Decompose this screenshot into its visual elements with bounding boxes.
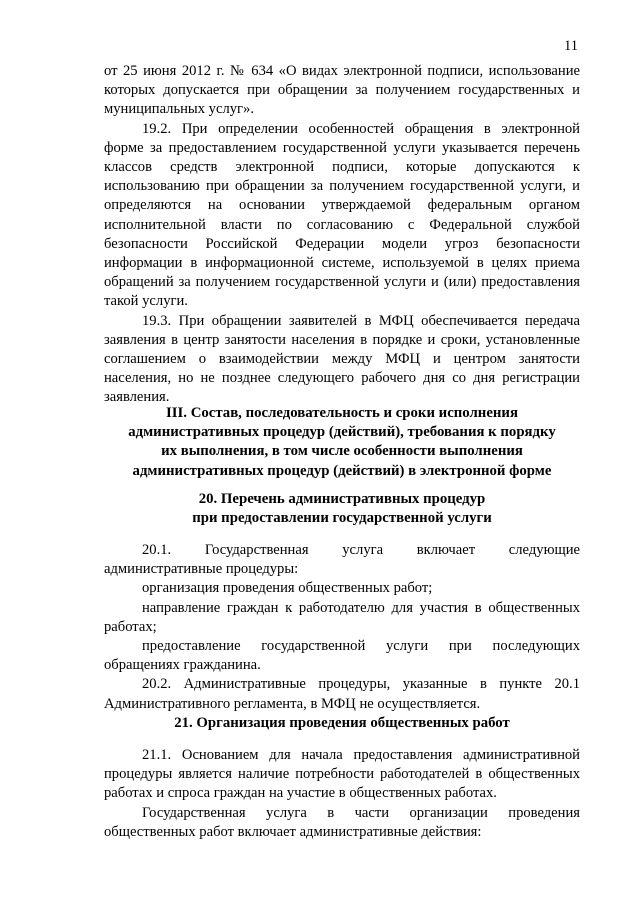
page-number: 11 <box>564 38 578 54</box>
paragraph-21-2: Государственная услуга в части организации проведения общественных работ включает административные действия: <box>104 804 580 840</box>
list-item-1: организация проведения общественных работ; <box>142 580 433 597</box>
section-20-body <box>104 541 580 714</box>
heading-III-line-2: административных процедур (действий), требования к порядку <box>128 424 556 441</box>
heading-III-line-3: их выполнения, в том числе особенности выполнения <box>161 443 523 460</box>
paragraph-19-1-continuation: от 25 июня 2012 г. № 634 «О видах электронной подписи, использование которых допускается при обращении за получением государственных и муниципальных услуг». <box>104 63 580 118</box>
list-item-3: предоставление государственной услуги при последующих обращениях гражданина. <box>104 638 580 674</box>
heading-III-line-1: III. Состав, последовательность и сроки исполнения <box>166 405 518 421</box>
paragraph-19-3: 19.3. При обращении заявителей в МФЦ обеспечивается передача заявления в центр занятости населения в порядке и сроки, установленные соглашением о взаимодействии между МФЦ и центром занятости населения, но не позднее следующего рабочего дня со дня регистрации заявления. <box>104 312 580 406</box>
heading-20-line-2: при предоставлении государственной услуги <box>192 510 492 527</box>
heading-21: 21. Организация проведения общественных работ <box>174 715 510 731</box>
section-heading-20 <box>104 490 580 528</box>
paragraph-20-2: 20.2. Административные процедуры, указанные в пункте 20.1 Административного регламента, в МФЦ не осуществляется. <box>104 676 580 712</box>
heading-20-line-1: 20. Перечень административных процедур <box>198 491 486 507</box>
section-19-continuation <box>104 62 580 408</box>
paragraph-20-1: 20.1. Государственная услуга включает следующие административные процедуры: <box>104 542 580 578</box>
paragraph-19-2: 19.2. При определении особенностей обращения в электронной форме за предоставлением государственной услуги указывается перечень классов средств электронной подписи, которые допускаются к использованию при обращении за получением государственной услуги, и определяются на основании утверждаемой федеральным органом исполнительной власти по согласованию с Федеральной службой безопасности Российской Федерации модели угроз безопасности информации в информационной системе, используемой в целях приема обращений за получением государственной услуги и (или) предоставления такой услуги. <box>104 120 580 310</box>
heading-III-line-4: административных процедур (действий) в электронной форме <box>132 462 552 479</box>
section-heading-21 <box>104 714 580 733</box>
paragraph-21-1: 21.1. Основанием для начала предоставления административной процедуры является наличие потребности работодателей в общественных работах и спроса граждан на участие в общественных работах. <box>104 747 580 802</box>
section-heading-III <box>104 404 580 481</box>
list-item-2: направление граждан к работодателю для участия в общественных работах; <box>104 599 580 635</box>
section-21-body <box>104 746 580 842</box>
